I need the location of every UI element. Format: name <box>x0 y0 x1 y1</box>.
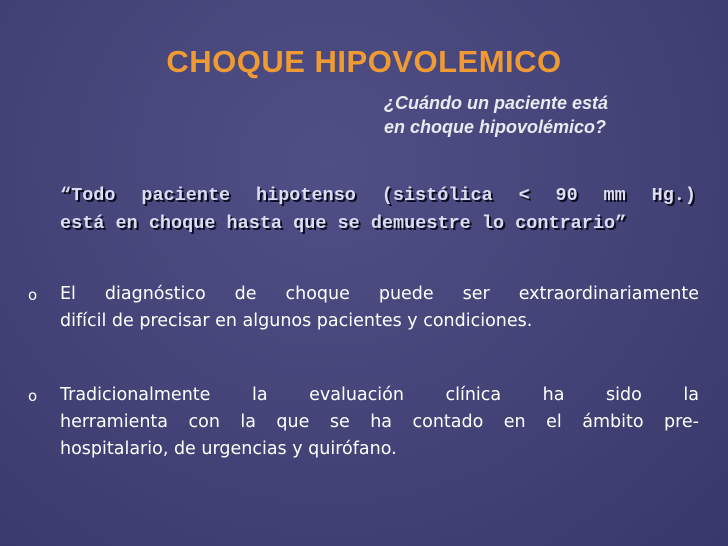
quote-line-2: está en choque hasta que se demuestre lo contrario” <box>60 213 627 234</box>
slide-question <box>384 91 608 139</box>
bullet-text <box>60 281 699 335</box>
bullet-line: difícil de precisar en algunos pacientes y condiciones. <box>60 311 533 331</box>
bullet-marker-icon: o <box>28 387 38 405</box>
question-line-1: ¿Cuándo un paciente está <box>384 93 609 113</box>
highlighted-quote <box>60 182 696 238</box>
bullet-marker-icon: o <box>28 286 38 304</box>
bullet-line: herramienta con la que se ha contado en el ámbito pre- <box>60 412 699 432</box>
bullet-text <box>60 382 699 463</box>
bullet-line: El diagnóstico de choque puede ser extraordinariamente <box>60 284 699 304</box>
slide-title: CHOQUE HIPOVOLEMICO <box>166 44 562 79</box>
bullet-line: hospitalario, de urgencias y quirófano. <box>60 439 397 459</box>
quote-line-1: “Todo paciente hipotenso (sistólica < 90 mm Hg.) <box>60 185 696 206</box>
question-line-2: en choque hipovolémico? <box>384 117 607 137</box>
bullet-line: Tradicionalmente la evaluación clínica ha sido la <box>60 385 699 405</box>
